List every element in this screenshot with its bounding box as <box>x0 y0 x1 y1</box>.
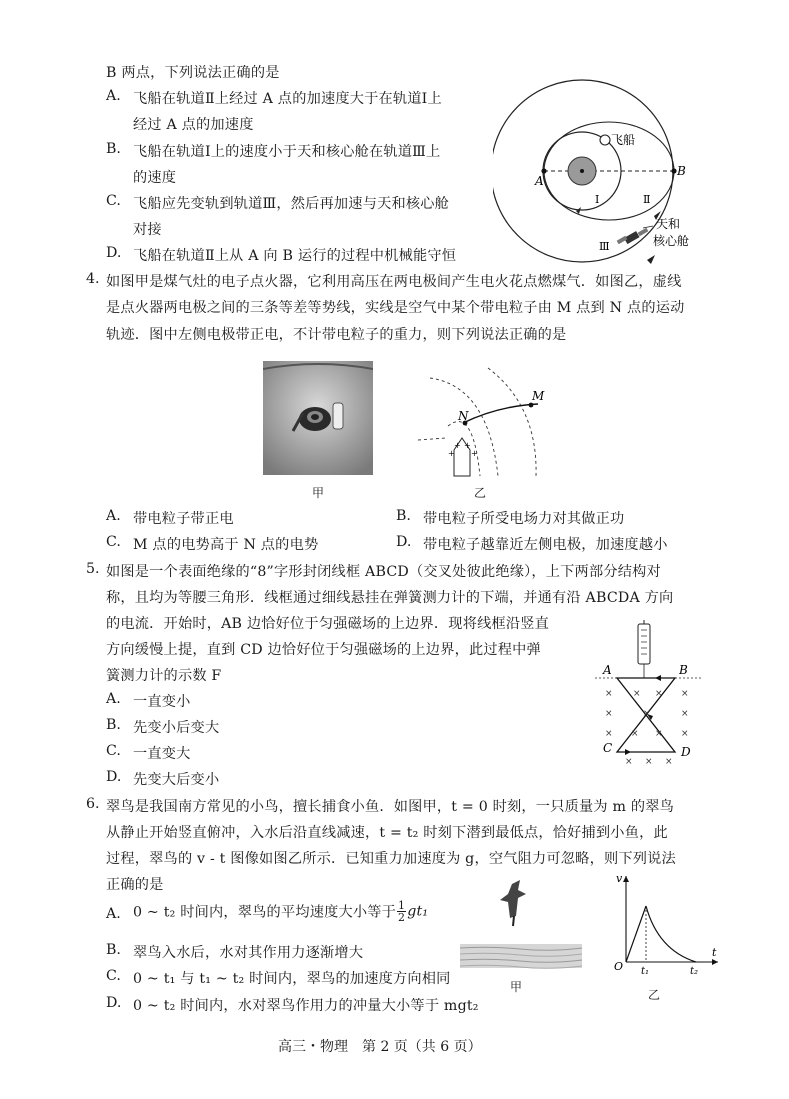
q6-number: 6. <box>86 796 100 812</box>
svg-text:×: × <box>605 689 613 699</box>
q5-option-b-label: B. <box>106 717 121 733</box>
q4-option-c-label: C. <box>106 534 121 550</box>
kingfisher-picture <box>460 876 582 972</box>
svg-text:×: × <box>655 729 663 739</box>
orbit-3-label: Ⅲ <box>599 240 610 253</box>
coil-figure <box>595 620 705 768</box>
fig-yi-caption-q6: 乙 <box>648 988 661 1002</box>
svg-text:+: + <box>454 441 461 450</box>
trajectory-line <box>463 404 538 423</box>
svg-text:+: + <box>464 441 471 450</box>
q5-stem-line5: 簧测力计的示数 F <box>106 668 222 684</box>
half-fraction: $\frac{1}{2}$ <box>398 899 406 924</box>
station-label-2: 核心舱 <box>653 234 690 248</box>
q3-option-a-line2: 经过 A 点的加速度 <box>133 117 254 133</box>
q6-option-b-label: B. <box>106 942 121 958</box>
v-axis-label: v <box>616 872 623 885</box>
point-b-dot <box>671 168 676 173</box>
q3-option-b-line1: 飞船在轨道Ⅰ上的速度小于天和核心舱在轨道Ⅲ上 <box>133 144 441 160</box>
q3-option-c-line2: 对接 <box>133 222 162 238</box>
coil-label-b: B <box>679 663 688 677</box>
q6-stem-line1: 翠鸟是我国南方常见的小鸟，擅长捕食小鱼．如图甲，t = 0 时刻，一只质量为 m 的翠鸟 <box>106 799 674 815</box>
orbit-figure <box>493 58 719 270</box>
q4-stem-line3: 轨迹．图中左侧电极带正电，不计带电粒子的重力，则下列说法正确的是 <box>106 327 567 343</box>
q4-stem-line2: 是点火器两电极之间的三条等差等势线，实线是空气中某个带电粒子由 M 点到 N 点的运动 <box>106 300 685 316</box>
page-footer: 高三・物理 第 2 页（共 6 页） <box>278 1039 482 1055</box>
q4-option-b-label: B. <box>396 508 411 524</box>
earth-center-dot <box>580 169 584 173</box>
q4-option-b: 带电粒子所受电场力对其做正功 <box>423 511 625 527</box>
ship-label: 飞船 <box>611 133 636 147</box>
fig-jia-caption-q4: 甲 <box>312 486 325 500</box>
q6-option-c-label: C. <box>106 968 121 984</box>
q5-stem-line3: 的电流．开始时，AB 边恰好位于匀强磁场的上边界．现将线框沿竖直 <box>106 616 550 632</box>
q5-option-a-label: A. <box>106 691 121 707</box>
q4-option-a-label: A. <box>106 508 121 524</box>
q3-option-c-label: C. <box>106 193 121 209</box>
t-axis-label: t <box>712 946 717 959</box>
svg-text:+: + <box>471 449 478 458</box>
svg-text:×: × <box>633 689 641 699</box>
q6-option-a-pre: 0 ~ t₂ 时间内，翠鸟的平均速度大小等于 <box>133 904 397 921</box>
q3-option-b-label: B. <box>106 141 121 157</box>
q3-stem-tail: B 两点，下列说法正确的是 <box>106 65 280 81</box>
q3-option-a-label: A. <box>106 88 121 104</box>
q5-number: 5. <box>86 561 100 577</box>
svg-text:×: × <box>655 689 663 699</box>
svg-text:×: × <box>631 729 639 739</box>
q6-option-a-label: A. <box>106 906 121 922</box>
q4-option-d: 带电粒子越靠近左侧电极，加速度越小 <box>423 537 668 553</box>
q3-option-c-line1: 飞船应先变轨到轨道Ⅲ，然后再加速与天和核心舱 <box>133 196 450 212</box>
svg-text:×: × <box>625 757 633 767</box>
svg-text:+: + <box>448 449 455 458</box>
label-n: N <box>458 409 469 423</box>
t2-label: t₂ <box>690 966 699 977</box>
q6-option-b: 翠鸟入水后，水对其作用力逐渐增大 <box>133 945 364 961</box>
coil-label-d: D <box>681 745 691 759</box>
svg-text:×: × <box>681 709 689 719</box>
point-a-dot <box>541 168 546 173</box>
fig-yi-caption-q4: 乙 <box>474 486 487 500</box>
q6-stem-line4: 正确的是 <box>106 877 164 893</box>
q6-option-a-post: gt₁ <box>407 903 429 920</box>
t-axis-arrow-icon <box>712 959 718 965</box>
q5-option-d-label: D. <box>106 769 122 785</box>
q5-option-c: 一直变大 <box>133 746 191 762</box>
q3-option-b-line2: 的速度 <box>133 170 177 186</box>
label-b: B <box>677 164 686 178</box>
spring-scale-icon <box>638 620 650 664</box>
q5-option-d: 先变大后变小 <box>133 772 220 788</box>
label-m: M <box>532 389 545 403</box>
q3-option-d-line1: 飞船在轨道Ⅱ上从 A 向 B 运行的过程中机械能守恒 <box>133 248 457 264</box>
q5-stem-line1: 如图是一个表面绝缘的“8”字形封闭线框 ABCD（交叉处彼此绝缘），上下两部分结构对 <box>106 564 661 580</box>
v-axis-arrow-icon <box>623 876 629 882</box>
label-a: A <box>535 174 544 188</box>
orbit-2-label: Ⅱ <box>643 193 651 206</box>
kingfisher-icon <box>500 880 526 926</box>
q3-option-d-label: D. <box>106 245 122 261</box>
q6-stem-line3: 过程，翠鸟的 v - t 图像如图乙所示．已知重力加速度为 g，空气阻力可忽略，则下列说法 <box>106 851 676 867</box>
svg-text:×: × <box>643 709 651 719</box>
point-m-dot <box>529 403 534 408</box>
svg-text:×: × <box>681 729 689 739</box>
q4-option-d-label: D. <box>396 534 412 550</box>
coil-label-c: C <box>603 741 613 755</box>
q5-option-b: 先变小后变大 <box>133 720 220 736</box>
q4-number: 4. <box>86 271 100 287</box>
equipotential-figure <box>418 366 558 478</box>
svg-text:×: × <box>605 729 613 739</box>
svg-text:×: × <box>665 757 673 767</box>
fig-jia-caption-q6: 甲 <box>510 980 523 994</box>
q4-option-c: M 点的电势高于 N 点的电势 <box>133 537 319 553</box>
vt-rise-line <box>626 906 646 962</box>
svg-text:×: × <box>645 757 653 767</box>
station-pointer-line <box>643 226 653 228</box>
igniter-photo <box>263 361 373 475</box>
q5-option-a: 一直变小 <box>133 694 191 710</box>
orbit-3-arrow-icon <box>647 255 655 264</box>
q6-stem-line2: 从静止开始竖直俯冲，入水后沿直线减速，t = t₂ 时刻下潜到最低点，恰好捕到小鱼，此 <box>106 825 668 841</box>
orbit-1-label: Ⅰ <box>595 193 600 206</box>
q6-option-d: 0 ~ t₂ 时间内，水对翠鸟作用力的冲量大小等于 mgt₂ <box>133 998 479 1014</box>
vt-graph <box>600 870 725 982</box>
q6-option-a <box>133 900 428 923</box>
q5-stem-line4: 方向缓慢上提，直到 CD 边恰好位于匀强磁场的上边界，此过程中弹 <box>106 642 541 658</box>
spaceship-icon <box>600 135 610 145</box>
q6-option-d-label: D. <box>106 995 122 1011</box>
q4-stem-line1: 如图甲是煤气灶的电子点火器，它利用高压在两电极间产生电火花点燃煤气．如图乙，虚线 <box>106 274 682 290</box>
station-label-1: 天和 <box>656 217 681 231</box>
t1-label: t₁ <box>641 966 650 977</box>
space-station-icon <box>617 228 649 244</box>
origin-label: O <box>614 960 624 973</box>
q5-option-c-label: C. <box>106 743 121 759</box>
svg-text:×: × <box>605 709 613 719</box>
svg-text:×: × <box>681 689 689 699</box>
vt-fall-curve <box>646 906 696 962</box>
q4-option-a: 带电粒子带正电 <box>133 511 234 527</box>
coil-label-a: A <box>603 663 612 677</box>
q5-stem-line2: 称，且均为等腰三角形．线框通过细线悬挂在弹簧测力计的下端，并通有沿 ABCDA 方向 <box>106 590 674 606</box>
q3-option-a-line1: 飞船在轨道Ⅱ上经过 A 点的加速度大于在轨道Ⅰ上 <box>133 91 442 107</box>
q6-option-c: 0 ~ t₁ 与 t₁ ~ t₂ 时间内，翠鸟的加速度方向相同 <box>133 971 451 987</box>
